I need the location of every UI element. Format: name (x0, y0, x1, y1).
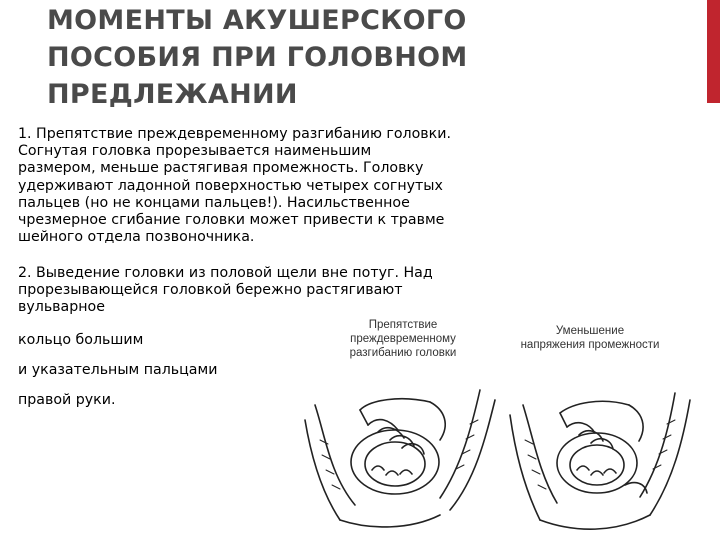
accent-bar (707, 0, 720, 103)
caption-line: Препятствие (368, 319, 438, 331)
figure-2-caption (505, 324, 675, 352)
paragraph-line: пальцев (но не концами пальцев!). Насильственное (18, 194, 410, 211)
caption-line: преждевременному (350, 333, 456, 345)
figure-2-illustration (505, 385, 695, 535)
paragraph-line: чрезмерное сгибание головки может привести к травме (18, 212, 445, 229)
title-line: ПРЕДЛЕЖАНИИ (47, 79, 298, 110)
title-line: МОМЕНТЫ АКУШЕРСКОГО (47, 5, 467, 36)
paragraph-2-continued-line: правой руки. (18, 392, 116, 408)
paragraph-line: вульварное (18, 299, 105, 316)
paragraph-2 (18, 265, 538, 317)
caption-line: Уменьшение (555, 325, 625, 337)
figure-1-illustration (300, 380, 500, 535)
paragraph-line: Согнутая головка прорезывается наименьшим (18, 143, 372, 160)
slide-title (47, 2, 687, 113)
caption-line: разгибанию головки (349, 347, 457, 359)
paragraph-line: 2. Выведение головки из половой щели вне потуг. Над (18, 265, 433, 281)
paragraph-line: прорезывающейся головкой бережно растягивают (18, 282, 403, 299)
paragraph-2-continued-line: кольцо большим (18, 332, 144, 348)
paragraph-2-continued-line: и указательным пальцами (18, 362, 218, 378)
paragraph-1 (18, 126, 538, 246)
paragraph-line: удерживают ладонной поверхностью четырех согнутых (18, 177, 443, 194)
paragraph-line: 1. Препятствие преждевременному разгибанию головки. (18, 126, 451, 142)
figure-1-caption (333, 318, 473, 360)
paragraph-line: шейного отдела позвоночника. (18, 229, 255, 246)
caption-line: напряжения промежности (520, 339, 660, 351)
title-line: ПОСОБИЯ ПРИ ГОЛОВНОМ (47, 42, 468, 73)
paragraph-line: размером, меньше растягивая промежность. Головку (18, 160, 424, 177)
